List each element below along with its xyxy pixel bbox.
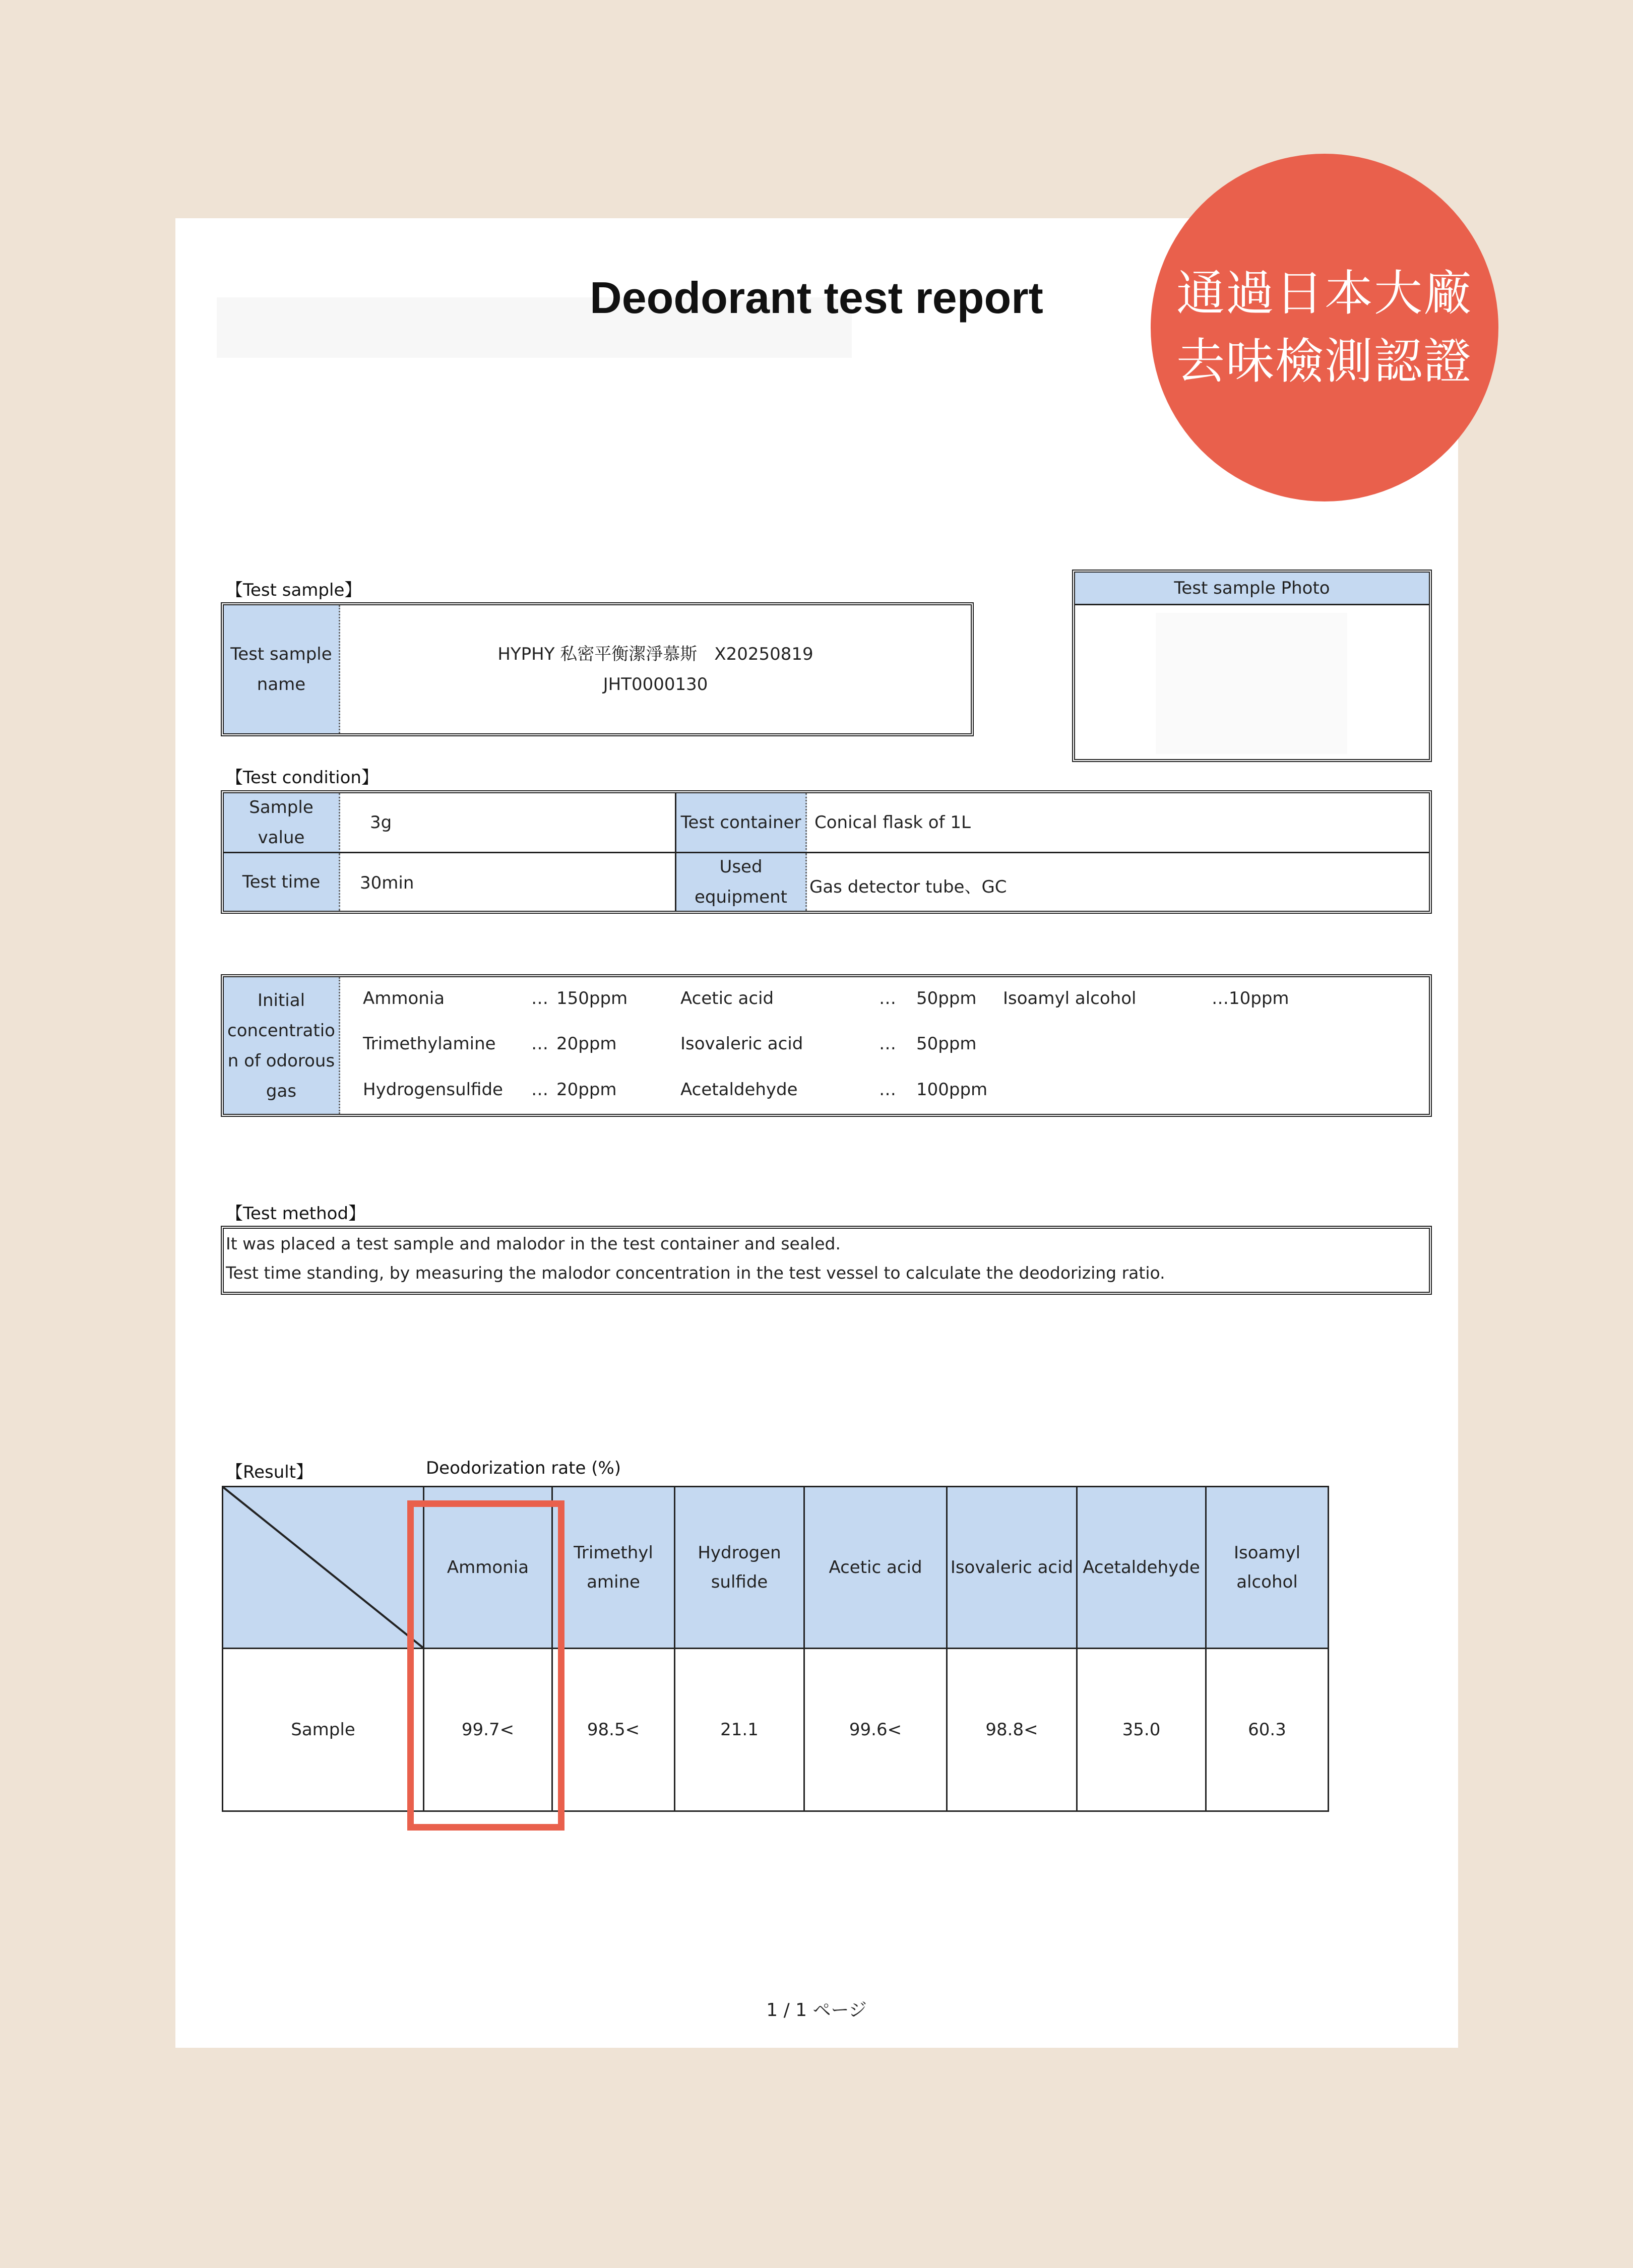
gas-name: Acetaldehyde xyxy=(680,1080,798,1100)
col-header-line1: Hydrogen xyxy=(698,1543,781,1563)
result-value-isoamyl-alcohol: 60.3 xyxy=(1206,1649,1329,1811)
gas-amount: 50ppm xyxy=(916,1034,977,1054)
gas-amount: 100ppm xyxy=(916,1080,988,1100)
gas-name: Trimethylamine xyxy=(363,1034,496,1054)
sample-name-line1: HYPHY 私密平衡潔淨慕斯 X20250819 xyxy=(497,644,813,664)
col-header-line2: alcohol xyxy=(1236,1572,1298,1592)
initial-label-line4: gas xyxy=(266,1081,297,1101)
method-line2: Test time standing, by measuring the malodor concentration in the test vessel to calculate the deodorizing ratio. xyxy=(226,1263,1165,1283)
result-heading: 【Result】 xyxy=(226,1462,313,1482)
result-value-hydrogen-sulfide: 21.1 xyxy=(675,1649,804,1811)
gas-dots: … xyxy=(879,1034,896,1054)
col-header-hydrogen-sulfide xyxy=(675,1487,804,1649)
gas-name: Hydrogensulfide xyxy=(363,1080,503,1100)
col-header-line1: Ammonia xyxy=(447,1557,529,1578)
container-label: Test container xyxy=(675,793,807,853)
equipment-label-line2: equipment xyxy=(695,887,787,907)
gas-name: Isovaleric acid xyxy=(680,1034,803,1054)
gas-dots: … xyxy=(879,988,896,1009)
gas-amount: 20ppm xyxy=(556,1034,617,1054)
initial-concentration-box xyxy=(221,974,1432,1117)
col-header-isovaleric-acid xyxy=(947,1487,1077,1649)
sample-value-label-line1: Sample xyxy=(249,797,313,817)
result-value-isovaleric-acid: 98.8< xyxy=(947,1649,1077,1811)
col-header-line1: Trimethyl xyxy=(574,1543,653,1563)
method-box xyxy=(221,1226,1432,1295)
gas-dots: … xyxy=(531,1034,548,1054)
col-header-line1: Isovaleric acid xyxy=(950,1557,1074,1578)
test-time-value: 30min xyxy=(360,873,414,893)
gas-amount: 50ppm xyxy=(916,988,977,1009)
col-header-line2: sulfide xyxy=(711,1572,768,1592)
photo-label: Test sample Photo xyxy=(1075,573,1429,605)
sample-value-label xyxy=(224,793,340,853)
result-value-ammonia: 99.7< xyxy=(424,1649,552,1811)
method-line1: It was placed a test sample and malodor in the test container and sealed. xyxy=(226,1234,841,1253)
col-header-line2: amine xyxy=(587,1572,640,1592)
equipment-label-line1: Used xyxy=(719,857,763,877)
test-time-label: Test time xyxy=(224,853,340,911)
condition-heading: 【Test condition】 xyxy=(226,768,379,788)
photo-placeholder xyxy=(1156,613,1347,754)
gas-name: Isoamyl alcohol xyxy=(1003,988,1137,1009)
col-header-isoamyl-alcohol xyxy=(1206,1487,1329,1649)
result-value-acetaldehyde: 35.0 xyxy=(1077,1649,1206,1811)
ammonia-highlight-box xyxy=(407,1500,564,1831)
result-subheading: Deodorization rate (%) xyxy=(426,1458,621,1478)
gas-amount: …10ppm xyxy=(1212,988,1289,1009)
row-label-sample: Sample xyxy=(223,1649,424,1811)
sample-heading: 【Test sample】 xyxy=(226,580,362,600)
sample-box xyxy=(221,602,974,736)
method-heading: 【Test method】 xyxy=(226,1204,366,1224)
result-value-trimethylamine: 98.5< xyxy=(552,1649,675,1811)
col-header-line1: Acetic acid xyxy=(829,1557,922,1578)
gas-dots: … xyxy=(879,1080,896,1100)
result-value-acetic-acid: 99.6< xyxy=(804,1649,947,1811)
gas-dots: … xyxy=(531,988,548,1009)
condition-row-divider xyxy=(339,852,1429,853)
container-value: Conical flask of 1L xyxy=(814,812,971,833)
certification-badge xyxy=(1151,154,1498,501)
sample-name-label-line2: name xyxy=(257,674,306,695)
sample-name-line2: JHT0000130 xyxy=(603,674,708,695)
diagonal-line xyxy=(223,1487,423,1648)
initial-label-line2: concentratio xyxy=(227,1020,335,1041)
badge-line1: 通過日本大廠 xyxy=(1176,265,1473,322)
col-header-acetaldehyde xyxy=(1077,1487,1206,1649)
gas-name: Ammonia xyxy=(363,988,445,1009)
sample-name-label xyxy=(224,605,340,733)
gas-name: Acetic acid xyxy=(680,988,774,1009)
sample-name-value xyxy=(340,605,971,733)
col-header-line1: Isoamyl xyxy=(1233,1543,1301,1563)
corner-cell xyxy=(223,1487,424,1649)
condition-box xyxy=(221,790,1432,914)
result-header-row xyxy=(223,1487,1329,1649)
sample-value-label-line2: value xyxy=(258,828,305,848)
sample-value: 3g xyxy=(370,812,392,833)
initial-label xyxy=(224,977,340,1114)
photo-box xyxy=(1072,570,1432,762)
gas-dots: … xyxy=(531,1080,548,1100)
initial-label-line3: n of odorous xyxy=(227,1050,335,1071)
result-sample-row xyxy=(223,1649,1329,1811)
page-number: 1 / 1 ページ xyxy=(766,2000,867,2021)
result-table xyxy=(222,1486,1329,1812)
equipment-value: Gas detector tube、GC xyxy=(809,877,1007,897)
initial-label-line1: Initial xyxy=(257,990,305,1011)
report-title: Deodorant test report xyxy=(590,273,1043,323)
sample-name-label-line1: Test sample xyxy=(230,644,332,664)
col-header-acetic-acid xyxy=(804,1487,947,1649)
badge-line2: 去味檢測認證 xyxy=(1176,333,1473,390)
equipment-label xyxy=(675,853,807,911)
col-header-line1: Acetaldehyde xyxy=(1083,1557,1200,1578)
gas-amount: 20ppm xyxy=(556,1080,617,1100)
col-header-trimethylamine xyxy=(552,1487,675,1649)
gas-amount: 150ppm xyxy=(556,988,628,1009)
